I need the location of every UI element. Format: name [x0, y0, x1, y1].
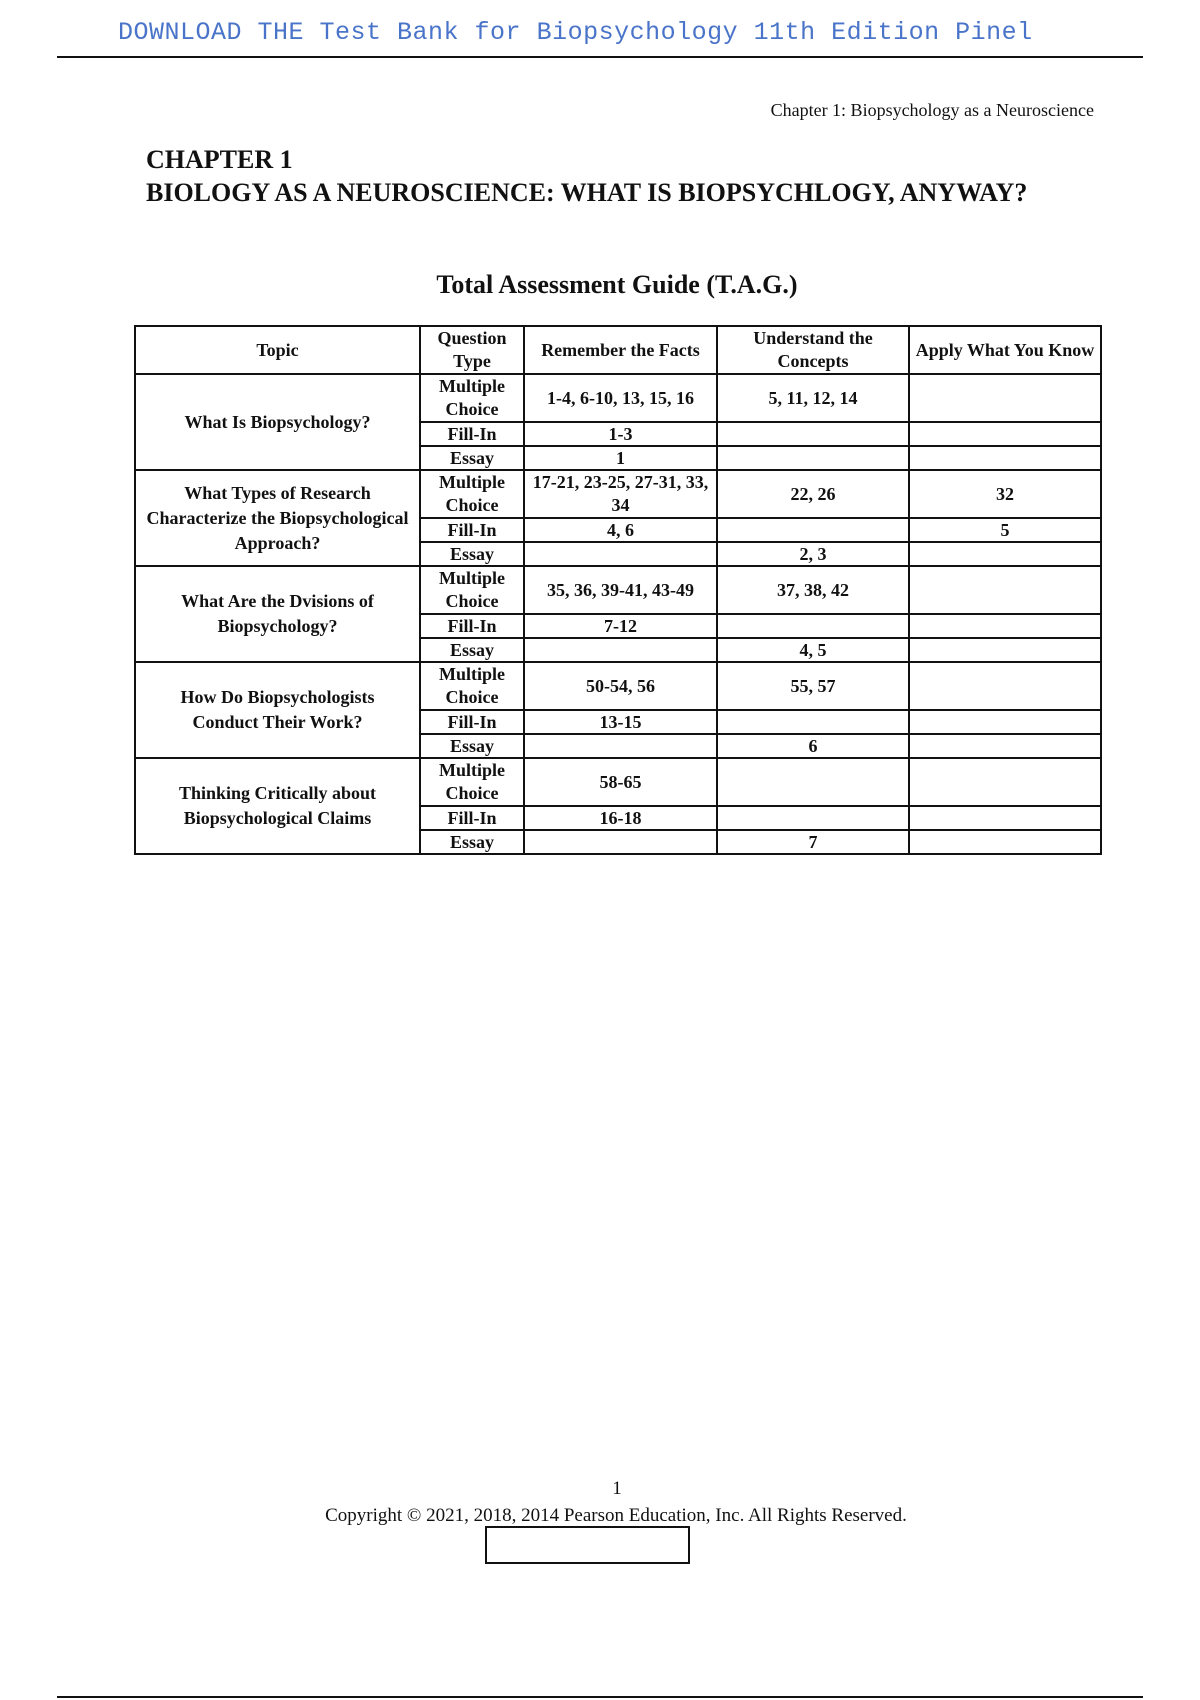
footer-box: [485, 1526, 690, 1564]
header-question-type: Question Type: [420, 326, 524, 374]
tag-title: Total Assessment Guide (T.A.G.): [436, 270, 798, 299]
understand-cell: [717, 422, 909, 446]
understand-cell: 6: [717, 734, 909, 758]
topic-cell: How Do Biopsychologists Conduct Their Work?: [135, 662, 420, 758]
table-row: [135, 758, 1101, 806]
remember-cell: 1-3: [524, 422, 717, 446]
remember-cell: 50-54, 56: [524, 662, 717, 710]
header-topic: Topic: [135, 326, 420, 374]
understand-cell: 55, 57: [717, 662, 909, 710]
understand-cell: 22, 26: [717, 470, 909, 518]
table-row: [135, 662, 1101, 710]
apply-cell: [909, 566, 1101, 614]
apply-cell: [909, 758, 1101, 806]
understand-cell: 5, 11, 12, 14: [717, 374, 909, 422]
understand-cell: 2, 3: [717, 542, 909, 566]
understand-cell: [717, 710, 909, 734]
understand-cell: [717, 446, 909, 470]
header-understand-concepts: Understand the Concepts: [717, 326, 909, 374]
remember-cell: 35, 36, 39-41, 43-49: [524, 566, 717, 614]
table-header-row: [135, 326, 1101, 374]
question-type-cell: Fill-In: [420, 710, 524, 734]
page-number: 1: [612, 1478, 622, 1499]
question-type-cell: Multiple Choice: [420, 470, 524, 518]
remember-cell: [524, 638, 717, 662]
question-type-cell: Multiple Choice: [420, 374, 524, 422]
apply-cell: [909, 734, 1101, 758]
remember-cell: 4, 6: [524, 518, 717, 542]
remember-cell: 16-18: [524, 806, 717, 830]
apply-cell: [909, 806, 1101, 830]
apply-cell: [909, 638, 1101, 662]
question-type-cell: Essay: [420, 446, 524, 470]
apply-cell: [909, 830, 1101, 854]
apply-cell: [909, 542, 1101, 566]
apply-cell: [909, 446, 1101, 470]
remember-cell: [524, 734, 717, 758]
question-type-cell: Essay: [420, 638, 524, 662]
apply-cell: [909, 614, 1101, 638]
question-type-cell: Essay: [420, 734, 524, 758]
bottom-divider: [57, 1696, 1143, 1698]
apply-cell: [909, 374, 1101, 422]
remember-cell: [524, 542, 717, 566]
understand-cell: [717, 614, 909, 638]
assessment-guide-table: [134, 325, 1102, 855]
topic-cell: What Are the Dvisions of Biopsychology?: [135, 566, 420, 662]
apply-cell: 32: [909, 470, 1101, 518]
question-type-cell: Essay: [420, 830, 524, 854]
apply-cell: [909, 422, 1101, 446]
understand-cell: [717, 758, 909, 806]
remember-cell: 58-65: [524, 758, 717, 806]
remember-cell: [524, 830, 717, 854]
header-remember-facts: Remember the Facts: [524, 326, 717, 374]
topic-cell: What Types of Research Characterize the Biopsychological Approach?: [135, 470, 420, 566]
question-type-cell: Multiple Choice: [420, 662, 524, 710]
understand-cell: 4, 5: [717, 638, 909, 662]
apply-cell: [909, 662, 1101, 710]
table-row: [135, 470, 1101, 518]
remember-cell: 17-21, 23-25, 27-31, 33, 34: [524, 470, 717, 518]
chapter-number: CHAPTER 1: [146, 145, 293, 174]
question-type-cell: Fill-In: [420, 422, 524, 446]
remember-cell: 1-4, 6-10, 13, 15, 16: [524, 374, 717, 422]
apply-cell: 5: [909, 518, 1101, 542]
remember-cell: 1: [524, 446, 717, 470]
question-type-cell: Essay: [420, 542, 524, 566]
question-type-cell: Fill-In: [420, 806, 524, 830]
understand-cell: 7: [717, 830, 909, 854]
download-banner: DOWNLOAD THE Test Bank for Biopsychology 11th Edition Pinel: [118, 18, 1033, 47]
topic-cell: What Is Biopsychology?: [135, 374, 420, 470]
question-type-cell: Multiple Choice: [420, 758, 524, 806]
understand-cell: [717, 518, 909, 542]
topic-cell: Thinking Critically about Biopsychological Claims: [135, 758, 420, 854]
header-apply-knowledge: Apply What You Know: [909, 326, 1101, 374]
copyright-notice: Copyright © 2021, 2018, 2014 Pearson Education, Inc. All Rights Reserved.: [325, 1505, 907, 1526]
table-row: [135, 374, 1101, 422]
running-header: Chapter 1: Biopsychology as a Neuroscience: [770, 100, 1094, 120]
question-type-cell: Fill-In: [420, 614, 524, 638]
remember-cell: 7-12: [524, 614, 717, 638]
question-type-cell: Fill-In: [420, 518, 524, 542]
remember-cell: 13-15: [524, 710, 717, 734]
top-divider: [57, 56, 1143, 58]
apply-cell: [909, 710, 1101, 734]
understand-cell: [717, 806, 909, 830]
question-type-cell: Multiple Choice: [420, 566, 524, 614]
table-row: [135, 566, 1101, 614]
chapter-title: BIOLOGY AS A NEUROSCIENCE: WHAT IS BIOPSYCHLOGY, ANYWAY?: [146, 178, 1028, 207]
understand-cell: 37, 38, 42: [717, 566, 909, 614]
